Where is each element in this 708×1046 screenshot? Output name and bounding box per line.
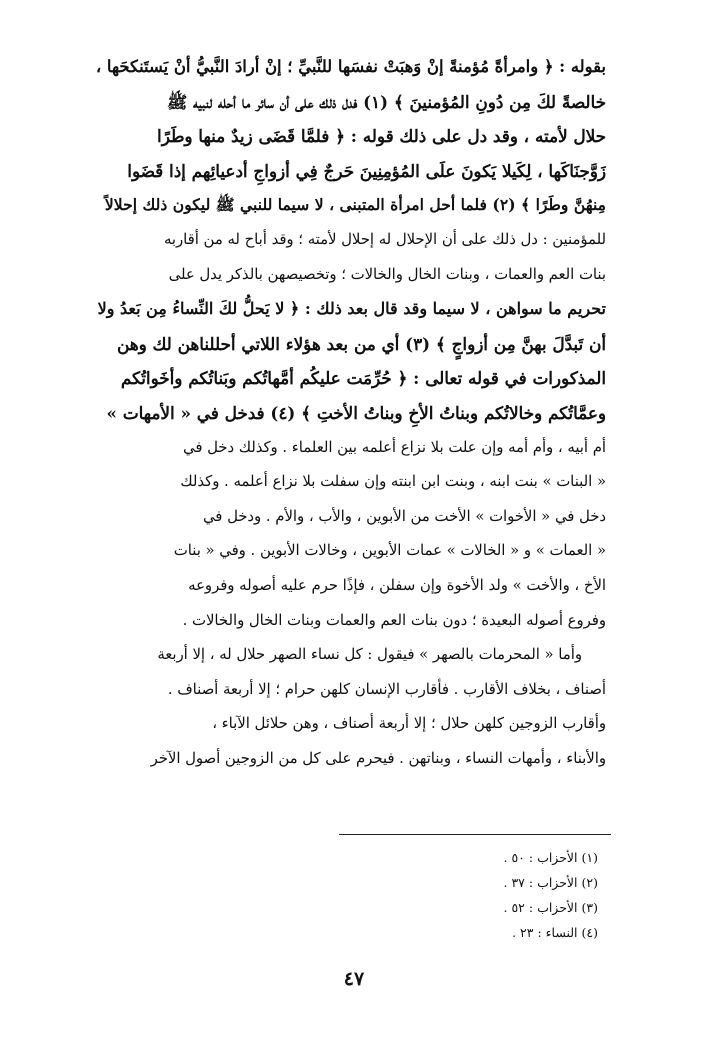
text-line: الأخ ، والأخت » ولد الأخوة وإن سفلن ، فإذًا حرم عليه أصوله وفروعه [188,576,606,594]
text-line: زَوَّجنَاكَها ، لِكَيلا يَكونَ علَى المُؤمِنِينَ حَرجٌ فِي أزواجِ أدعيائِهم إذا قَضَوا [127,160,606,181]
footnotes [504,845,598,945]
text-line: خالصةً لكَ مِن دُونِ المُؤمنينَ ﴾ (١) فدل ذلك على أن سائر ما أحله لنبيه ﷺ [167,91,606,112]
text-line: حلال لأمته ، وقد دل على ذلك قوله : ﴿ فلمَّا قَضَى زيدٌ منها وطَرًا [157,126,606,147]
text-line: للمؤمنين : دل ذلك على أن الإحلال له إحلال لأمته ؛ وقد أباح له من أقاربه [163,230,606,248]
text-line: دخل في « الأخوات » الأخت من الأبوين ، والأب ، والأم . ودخل في [202,507,606,525]
text-line: بقوله : ﴿ وامرأةً مُؤمنةً إنْ وَهبَتْ نفسَها للنَّبيِّ ؛ إنْ أرادَ النَّبيُّ أنْ يَستَنكحَها ، [95,57,606,76]
text-line: أم أبيه ، وأم أمه وإن علت بلا نزاع أعلمه بين العلماء . وكذلك دخل في [182,438,606,456]
text-line: مِنهُنَّ وطَرًا ﴾ (٢) فلما أحل امرأة المتبنى ، لا سيما للنبي ﷺ ليكون ذلك إحلالاً [104,195,606,215]
footnote-4: (٤) النساء : ٢٣ . [512,925,598,940]
main-text-block [94,50,606,776]
footnote-divider [339,834,611,835]
text-line: بنات العم والعمات ، وبنات الخال والخالات ؛ وتخصيصهن بالذكر يدل على [168,265,606,283]
footnote-3: (٣) الأحزاب : ٥٢ . [503,900,598,915]
text-line: وأقارب الزوجين كلهن حلال ؛ إلا أربعة أصناف ، وهن حلائل الآباء ، [212,715,606,733]
text-line: وعمَّاتُكم وخالاتُكم وبناتُ الأخِ وبناتُ الأختِ ﴾ (٤) فدخل في « الأمهات » [106,402,606,423]
text-line: تحريم ما سواهن ، لا سيما وقد قال بعد ذلك : ﴿ لا يَحلُّ لكَ النِّساءُ مِن بَعدُ ولا [97,299,606,319]
text-line: « البنات » بنت ابنه ، وبنت ابن ابنته وإن سفلت بلا نزاع أعلمه . وكذلك [180,473,606,491]
page-number: ٤٧ [343,968,365,990]
footnote-1: (١) الأحزاب : ٥٠ . [503,850,598,865]
text-line: والأبناء ، وأمهات النساء ، وبناتهن . فيحرم على كل من الزوجين أصول الآخر [150,749,606,767]
text-line: « العمات » و « الخالات » عمات الأبوين ، وخالات الأبوين . وفي « بنات [173,542,606,560]
text-line: المذكورات في قوله تعالى : ﴿ حُرِّمَت عليكُم أمَّهاتُكم وبَناتُكم وأخَواتُكم [120,368,606,389]
text-line: أن تَبدَّلَ بهنَّ مِن أزواجٍ ﴾ (٣) أي من بعد هؤلاء اللاتي أحللناهن لك وهن [116,333,606,354]
footnote-2: (٢) الأحزاب : ٣٧ . [503,875,598,890]
text-line: وأما « المحرمات بالصهر » فيقول : كل نساء الصهر حلال له ، إلا أربعة [157,646,582,664]
text-line: أصناف ، بخلاف الأقارب . فأقارب الإنسان كلهن حرام ؛ إلا أربعة أصناف . [167,680,606,698]
text-line: وفروع أصوله البعيدة ؛ دون بنات العم والعمات وبنات الخال والخالات . [182,611,606,629]
